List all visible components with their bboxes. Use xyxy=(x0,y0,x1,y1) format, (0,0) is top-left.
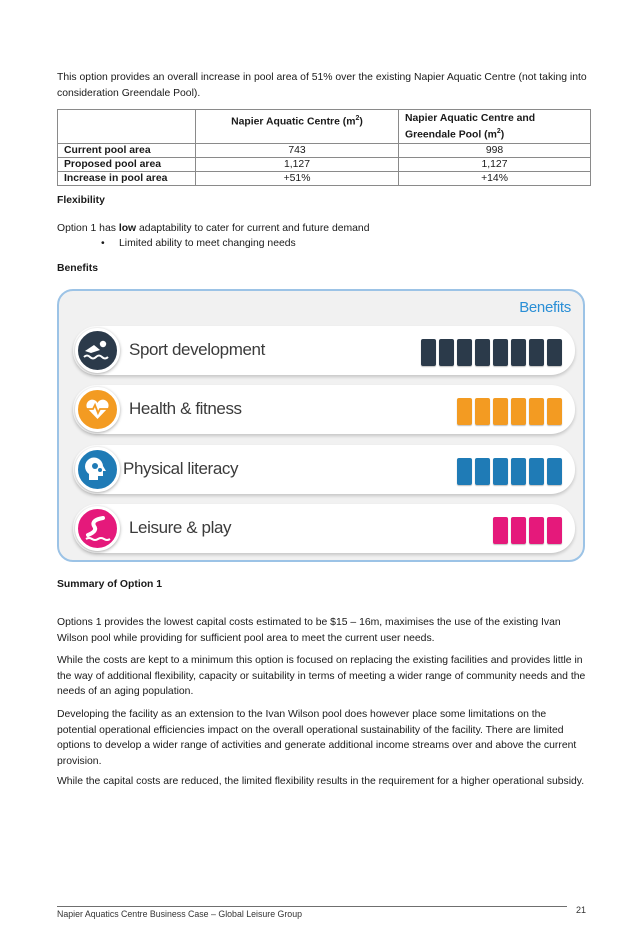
cell-value: 743 xyxy=(196,144,399,158)
flexibility-heading: Flexibility xyxy=(57,195,105,206)
benefit-bar xyxy=(421,339,436,366)
benefit-bars xyxy=(421,339,562,366)
benefit-bar xyxy=(493,458,508,485)
cell-value: 1,127 xyxy=(196,158,399,172)
benefit-bar xyxy=(493,339,508,366)
benefit-bar xyxy=(511,339,526,366)
benefit-label: Leisure & play xyxy=(129,518,232,537)
table-header-napier: Napier Aquatic Centre $(m^2)$ xyxy=(196,110,399,144)
benefit-bar xyxy=(547,339,562,366)
cell-value: +14% xyxy=(399,172,591,186)
head-gears-icon xyxy=(75,447,120,492)
summary-paragraph: Options 1 provides the lowest capital costs estimated to be $15 – 16m, maximises the use of the existing Ivan Wilson pool while providing for sufficient pool area to meet the current user needs. xyxy=(57,617,561,644)
swimmer-icon xyxy=(75,328,120,373)
table-row xyxy=(58,158,591,172)
benefit-row-leisure xyxy=(73,504,575,553)
benefit-row-health xyxy=(73,385,575,434)
benefit-row-sport xyxy=(73,326,575,375)
pool-area-table xyxy=(57,109,591,186)
benefit-label: Health & fitness xyxy=(129,399,242,418)
benefits-heading: Benefits xyxy=(57,263,98,274)
benefit-bar xyxy=(511,398,526,425)
benefit-row-literacy xyxy=(73,445,575,494)
benefit-bar xyxy=(529,339,544,366)
benefit-bar xyxy=(511,458,526,485)
benefit-bar xyxy=(547,398,562,425)
benefit-bar xyxy=(475,458,490,485)
cell-value: +51% xyxy=(196,172,399,186)
benefits-graphic-title: Benefits xyxy=(519,299,571,316)
benefit-bar xyxy=(457,339,472,366)
cell-value: 998 xyxy=(399,144,591,158)
table-header-empty xyxy=(58,110,196,144)
benefit-bar xyxy=(475,398,490,425)
page-number: 21 xyxy=(576,905,587,915)
intro-paragraph: This option provides an overall increase in pool area of 51% over the existing Napier Aquatic Centre (not taking into consideration Greendale Pool). xyxy=(57,72,587,99)
table-row xyxy=(58,172,591,186)
benefit-bars xyxy=(457,458,562,485)
benefit-bar xyxy=(529,517,544,544)
benefit-bar xyxy=(511,517,526,544)
table-header-row xyxy=(58,110,591,144)
waterslide-icon xyxy=(75,506,120,551)
benefit-label: Sport development xyxy=(129,340,265,359)
benefit-bar xyxy=(493,517,508,544)
summary-paragraph: Developing the facility as an extension to the Ivan Wilson pool does however place some limitations on the potential operational efficiencies impact on the overall operational sustainability of the facility. There are limited options to develop a wider range of activities and generate additional income streams over and above the current provision. xyxy=(57,709,577,767)
footer-text: Napier Aquatics Centre Business Case – Global Leisure Group xyxy=(57,909,302,919)
benefit-bars xyxy=(457,398,562,425)
table-header-combined: Napier Aquatic Centre and Greendale Pool $(m^2)$ xyxy=(399,110,591,144)
flexibility-bullet: • Limited ability to meet changing needs xyxy=(119,236,642,252)
summary-paragraph: While the capital costs are reduced, the limited flexibility results in the requirement for a higher operational subsidy. xyxy=(57,776,585,787)
flexibility-text: Option 1 has low adaptability to cater for current and future demand xyxy=(57,223,370,234)
table-row xyxy=(58,144,591,158)
footer-divider xyxy=(57,906,567,907)
benefit-bars xyxy=(493,517,562,544)
row-label: Proposed pool area xyxy=(58,158,196,172)
benefit-label: Physical literacy xyxy=(123,459,239,478)
row-label: Increase in pool area xyxy=(58,172,196,186)
benefit-bar xyxy=(457,458,472,485)
row-label: Current pool area xyxy=(58,144,196,158)
benefit-bar xyxy=(547,517,562,544)
benefit-bar xyxy=(529,398,544,425)
summary-heading: Summary of Option 1 xyxy=(57,579,163,590)
benefits-graphic xyxy=(57,289,585,562)
benefit-bar xyxy=(475,339,490,366)
cell-value: 1,127 xyxy=(399,158,591,172)
benefit-bar xyxy=(493,398,508,425)
bullet-dot-icon: • xyxy=(101,238,105,249)
benefit-bar xyxy=(529,458,544,485)
benefit-bar xyxy=(547,458,562,485)
summary-paragraph: While the costs are kept to a minimum this option is focused on replacing the existing facilities and provides little in the way of additional flexibility, capacity or suitability in terms of meeting a wider range of community needs and the needs of an aging population. xyxy=(57,655,586,697)
benefit-bar xyxy=(457,398,472,425)
benefit-bar xyxy=(439,339,454,366)
heartbeat-icon xyxy=(75,387,120,432)
